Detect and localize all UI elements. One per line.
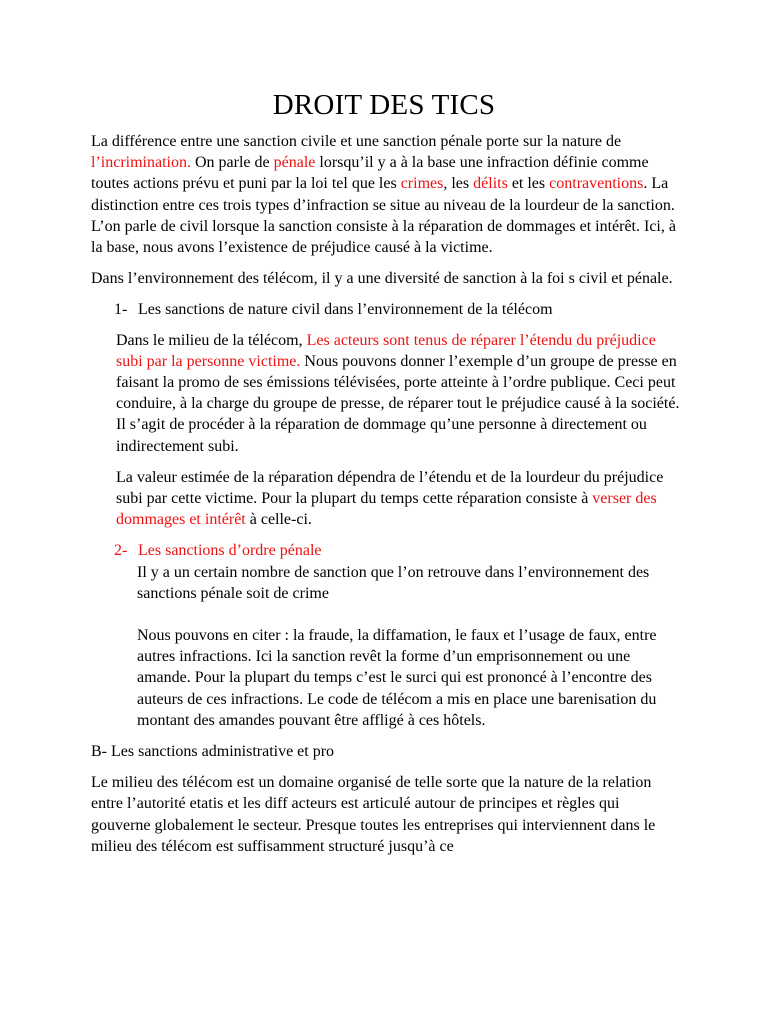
text-run: . La distinction entre ces trois types d’infraction se situe au niveau de la lourdeur de la sanction. L’on parle de civil lorsque la sanction consiste à la réparation de dommages et intérêt. Ici, à la base, nous avons l’existence de préjudice causé à la victime.: [91, 175, 676, 257]
highlight-dommages: verser des dommages et intérêt: [116, 490, 657, 529]
text-run: Nous pouvons donner l’exemple d’un groupe de presse en faisant la promo de ses émissions télévisées, porte atteinte à l’ordre publique. Ceci peut conduire, à la charge du groupe de presse, de réparer tout le préjudice causé à la société. Il s’agit de procéder à la réparation de dommage qu’une personne à directement ou indirectement subi.: [116, 352, 680, 455]
heading-administrative-sanctions: B- Les sanctions administrative et pro: [91, 743, 335, 761]
paragraph-penal-intro: Il y a un certain nombre de sanction que l’on retrouve dans l’environnement des sanctions pénale soit de crime: [137, 563, 650, 602]
paragraph-incrimination: [91, 131, 681, 258]
text-run: et les: [507, 175, 550, 193]
text-run: Dans le milieu de la télécom,: [116, 331, 307, 349]
document-title: DROIT DES TICS: [272, 89, 496, 121]
heading-number: 2-: [114, 542, 128, 560]
paragraph-civil-milieu: [116, 330, 681, 457]
heading-text: Les sanctions de nature civil dans l’environnement de la télécom: [138, 301, 553, 319]
heading-civil-sanctions: [114, 299, 681, 320]
highlight-acteurs: Les acteurs sont tenus de réparer l’étendu du préjudice subi par la personne victime.: [116, 331, 656, 370]
paragraph-reparation-value: [116, 467, 681, 531]
highlight-penale: pénale: [273, 154, 316, 172]
text-run: La valeur estimée de la réparation dépendra de l’étendu et de la lourdeur du préjudice subi par cette victime. Pour la plupart du temps cette réparation consiste à: [116, 468, 664, 508]
text-run: lorsqu’il y a à la base une infraction définie comme toutes actions prévu et puni par la loi tel que les: [91, 154, 649, 193]
blank-line: [91, 604, 681, 625]
heading-penal-sanctions: [114, 540, 681, 561]
paragraph-telecom-diversity: Dans l’environnement des télécom, il y a une diversité de sanction à la foi s civil et pénale.: [91, 270, 673, 288]
highlight-delits: délits: [473, 175, 508, 193]
document-body: [91, 131, 681, 867]
highlight-contraventions: contraventions: [549, 175, 644, 193]
text-run: La différence entre une sanction civile et une sanction pénale porte sur la nature de: [91, 133, 622, 150]
highlight-incrimination: l’incrimination.: [91, 154, 191, 172]
text-run: à celle-ci.: [245, 511, 312, 529]
highlight-crimes: crimes: [400, 175, 444, 193]
text-run: , les: [443, 175, 474, 193]
heading-text: Les sanctions d’ordre pénale: [138, 542, 322, 560]
paragraph-telecom-organisation: Le milieu des télécom est un domaine organisé de telle sorte que la nature de la relation entre l’autorité etatis et les diff acteurs est articulé autour de principes et règles qui gouverne globalement le secteur. Presque toutes les entreprises qui interviennent dans le milieu des télécom est suffisamment structuré jusqu’à ce: [91, 774, 656, 855]
heading-number: 1-: [114, 301, 128, 319]
paragraph-penal-examples: Nous pouvons en citer : la fraude, la diffamation, le faux et l’usage de faux, entre autres infractions. Ici la sanction revêt la forme d’un emprisonnement ou une amande. Pour la plupart du temps c’est le surci qui est prononcé à l’encontre des auteurs de ces infractions. Le code de télécom a mis en place une barenisation du montant des amandes pouvant être affligé à ces hôtels.: [137, 627, 657, 729]
text-run: On parle de: [190, 154, 274, 172]
